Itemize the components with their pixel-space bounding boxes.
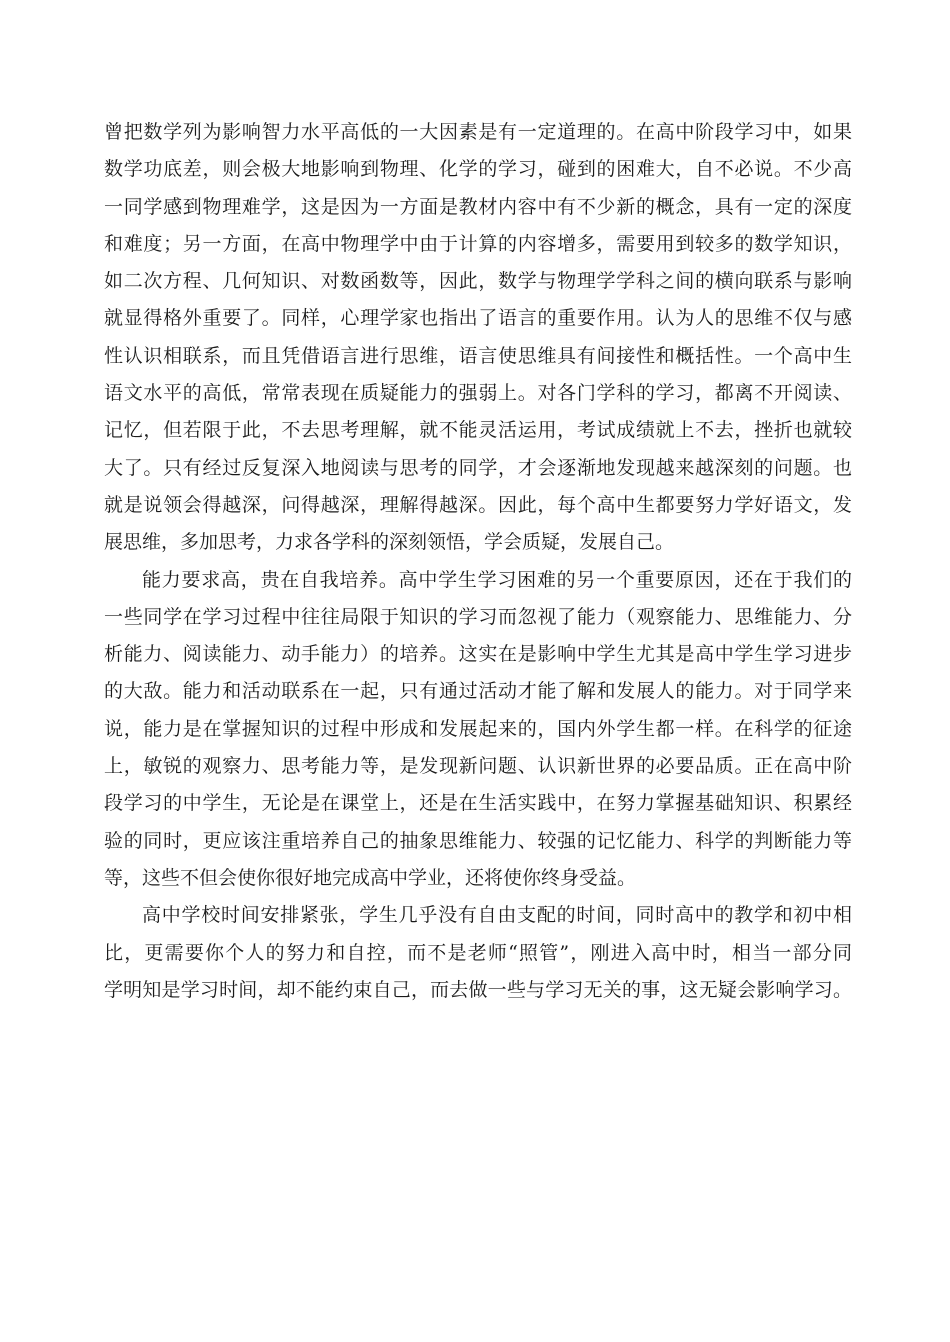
text-line: 一些同学在学习过程中往往局限于知识的学习而忽视了能力（观察能力、思维能力、分 (104, 605, 852, 628)
text-line: 一同学感到物理难学，这是因为一方面是教材内容中有不少新的概念，具有一定的深度 (104, 195, 852, 218)
text-line: 语文水平的高低，常常表现在质疑能力的强弱上。对各门学科的学习，都离不开阅读、 (104, 382, 852, 405)
text-line: 等，这些不但会使你很好地完成高中学业，还将使你终身受益。 (104, 866, 637, 889)
text-line: 说，能力是在掌握知识的过程中形成和发展起来的，国内外学生都一样。在科学的征途 (104, 717, 852, 740)
text-line: 上，敏锐的观察力、思考能力等，是发现新问题、认识新世界的必要品质。正在高中阶 (104, 755, 852, 778)
text-line: 比，更需要你个人的努力和自控，而不是老师“照管”，刚进入高中时，相当一部分同 (104, 941, 852, 964)
text-line: 性认识相联系，而且凭借语言进行思维，语言使思维具有间接性和概括性。一个高中生 (104, 344, 852, 367)
text-line: 就显得格外重要了。同样，心理学家也指出了语言的重要作用。认为人的思维不仅与感 (104, 307, 852, 330)
text-line: 展思维，多加思考，力求各学科的深刻领悟，学会质疑，发展自己。 (104, 531, 675, 554)
text-line: 大了。只有经过反复深入地阅读与思考的同学，才会逐渐地发现越来越深刻的问题。也 (104, 456, 852, 479)
text-line: 如二次方程、几何知识、对数函数等，因此，数学与物理学学科之间的横向联系与影响 (104, 270, 852, 293)
text-line: 记忆，但若限于此，不去思考理解，就不能灵活运用，考试成绩就上不去，挫折也就较 (104, 419, 852, 442)
text-line: 和难度；另一方面，在高中物理学中由于计算的内容增多，需要用到较多的数学知识， (104, 232, 852, 255)
text-line: 的大敌。能力和活动联系在一起，只有通过活动才能了解和发展人的能力。对于同学来 (104, 680, 852, 703)
text-line: 高中学校时间安排紧张，学生几乎没有自由支配的时间，同时高中的教学和初中相 (142, 904, 852, 927)
document-page (104, 114, 852, 1009)
paragraph-2 (104, 562, 852, 898)
text-line: 析能力、阅读能力、动手能力）的培养。这实在是影响中学生尤其是高中学生学习进步 (104, 643, 852, 666)
text-line: 验的同时，更应该注重培养自己的抽象思维能力、较强的记忆能力、科学的判断能力等 (104, 829, 852, 852)
text-line: 就是说领会得越深，问得越深，理解得越深。因此，每个高中生都要努力学好语文，发 (104, 493, 852, 516)
text-line: 曾把数学列为影响智力水平高低的一大因素是有一定道理的。在高中阶段学习中，如果 (104, 121, 852, 143)
text-line: 学明知是学习时间，却不能约束自己，而去做一些与学习无关的事，这无疑会影响学习。 (104, 978, 852, 1001)
paragraph-3 (104, 897, 852, 1009)
text-line: 段学习的中学生，无论是在课堂上，还是在生活实践中，在努力掌握基础知识、积累经 (104, 792, 852, 815)
text-line: 能力要求高，贵在自我培养。高中学生学习困难的另一个重要原因，还在于我们的 (142, 568, 852, 591)
paragraph-1 (104, 114, 852, 562)
text-line: 数学功底差，则会极大地影响到物理、化学的学习，碰到的困难大，自不必说。不少高 (104, 158, 852, 181)
